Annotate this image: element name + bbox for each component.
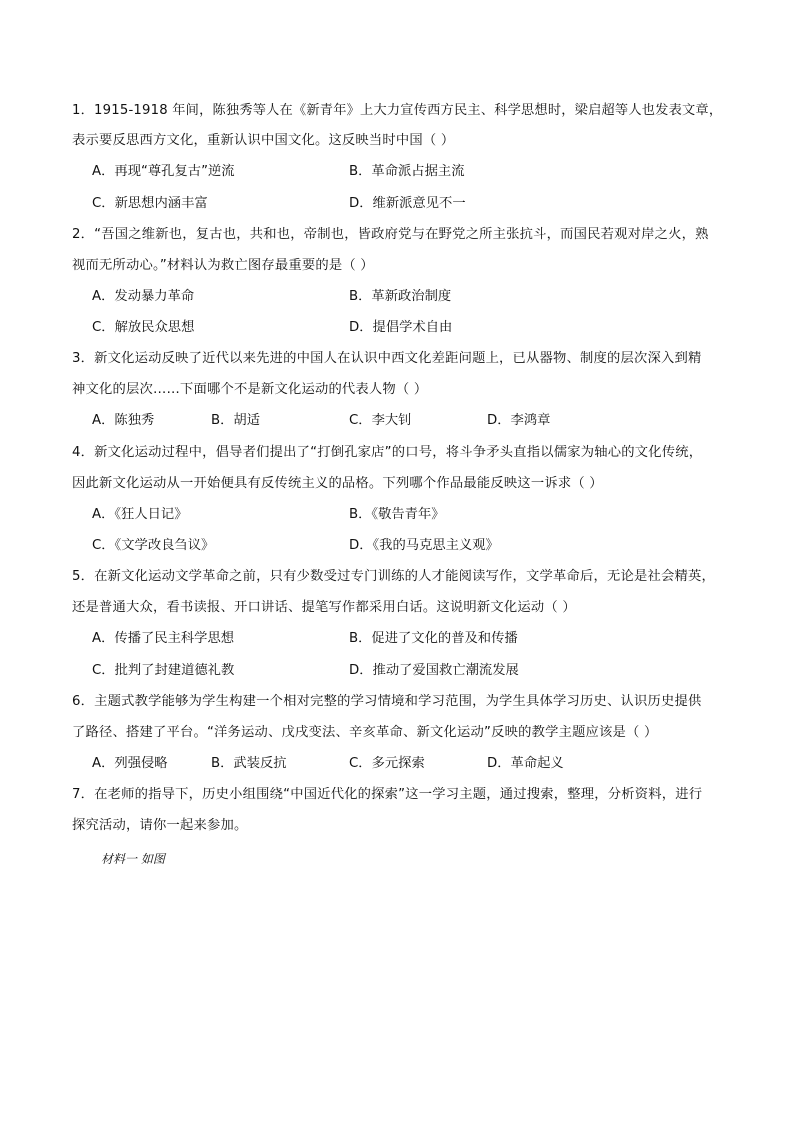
question-2-option-d[interactable]: D．提倡学术自由 <box>349 320 453 335</box>
question-1-line-2: 表示要反思西方文化，重新认识中国文化。这反映当时中国（ ） <box>72 133 455 148</box>
question-6-option-d[interactable]: D．革命起义 <box>487 756 564 771</box>
question-4-line-1: 4．新文化运动过程中，倡导者们提出了“打倒孔家店”的口号，将斗争矛头直指以儒家为轴心的文化传统， <box>72 445 703 460</box>
question-6-option-a[interactable]: A．列强侵略 <box>92 756 168 771</box>
question-5-line-2: 还是普通大众，看书读报、开口讲话、提笔写作都采用白话。这说明新文化运动（ ） <box>72 600 576 615</box>
question-3-option-a[interactable]: A．陈独秀 <box>92 413 155 428</box>
question-2-line-1: 2．“吾国之维新也，复古也，共和也，帝制也，皆政府党与在野党之所主张抗斗，而国民若观对岸之火，熟 <box>72 227 709 242</box>
question-5-line-1: 5．在新文化运动文学革命之前，只有少数受过专门训练的人才能阅读写作，文学革命后，无论是社会精英， <box>72 569 716 584</box>
material-caption: 材料一 如图 <box>101 852 165 866</box>
question-6-line-1: 6．主题式教学能够为学生构建一个相对完整的学习情境和学习范围，为学生具体学习历史、认识历史提供 <box>72 694 702 709</box>
question-4-line-2: 因此新文化运动从一开始便具有反传统主义的品格。下列哪个作品最能反映这一诉求（ ） <box>72 476 603 491</box>
question-1-option-b[interactable]: B．革命派占据主流 <box>349 164 465 179</box>
question-3-option-b[interactable]: B．胡适 <box>211 413 261 428</box>
question-6-option-b[interactable]: B．武装反抗 <box>211 756 287 771</box>
question-1-option-c[interactable]: C．新思想内涵丰富 <box>92 196 208 211</box>
question-2-line-2: 视而无所动心。”材料认为救亡图存最重要的是（ ） <box>72 258 374 273</box>
question-4-option-d[interactable]: D．《我的马克思主义观》 <box>349 538 499 553</box>
question-5-option-a[interactable]: A．传播了民主科学思想 <box>92 631 235 646</box>
question-7-line-2: 探究活动，请你一起来参加。 <box>72 818 248 833</box>
question-7-line-1: 7．在老师的指导下，历史小组围绕“中国近代化的探索”这一学习主题，通过搜索，整理，分析资料，进行 <box>72 787 703 802</box>
question-4-option-b[interactable]: B．《敬告青年》 <box>349 507 445 522</box>
question-3-option-d[interactable]: D．李鸿章 <box>487 413 551 428</box>
question-3-option-c[interactable]: C．李大钊 <box>349 413 412 428</box>
question-6-option-c[interactable]: C．多元探索 <box>349 756 425 771</box>
question-1-line-1: 1．1915-1918 年间，陈独秀等人在《新青年》上大力宣传西方民主、科学思想时，梁启超等人也发表文章， <box>72 103 723 118</box>
question-1-option-a[interactable]: A．再现“尊孔复古”逆流 <box>92 164 235 179</box>
question-5-option-b[interactable]: B．促进了文化的普及和传播 <box>349 631 518 646</box>
question-4-option-a[interactable]: A．《狂人日记》 <box>92 507 188 522</box>
question-4-option-c[interactable]: C．《文学改良刍议》 <box>92 538 215 553</box>
question-2-option-b[interactable]: B．革新政治制度 <box>349 289 452 304</box>
question-2-option-a[interactable]: A．发动暴力革命 <box>92 289 195 304</box>
question-3-line-2: 神文化的层次……下面哪个不是新文化运动的代表人物（ ） <box>72 382 428 397</box>
question-2-option-c[interactable]: C．解放民众思想 <box>92 320 195 335</box>
question-6-line-2: 了路径、搭建了平台。“洋务运动、戊戌变法、辛亥革命、新文化运动”反映的教学主题应该是（ ） <box>72 725 658 740</box>
question-3-line-1: 3．新文化运动反映了近代以来先进的中国人在认识中西文化差距问题上，已从器物、制度的层次深入到精 <box>72 351 702 366</box>
question-5-option-d[interactable]: D．推动了爱国救亡潮流发展 <box>349 663 519 678</box>
question-5-option-c[interactable]: C．批判了封建道德礼教 <box>92 663 235 678</box>
question-1-option-d[interactable]: D．维新派意见不一 <box>349 196 466 211</box>
